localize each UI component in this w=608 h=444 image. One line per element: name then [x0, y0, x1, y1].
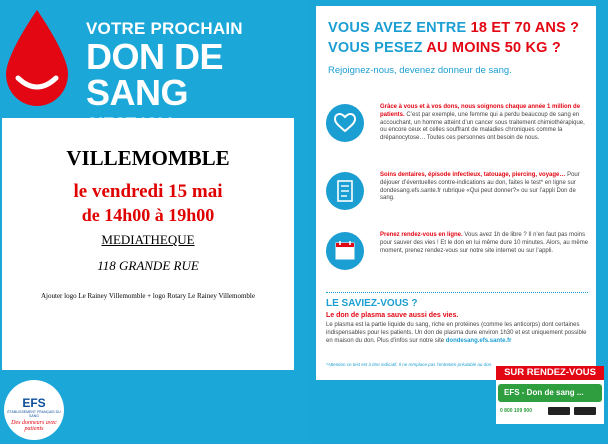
- join-text: Rejoignez-nous, devenez donneur de sang.: [328, 65, 512, 76]
- efs-logo-text: EFS: [22, 396, 46, 410]
- event-street: 118 GRANDE RUE: [97, 258, 199, 273]
- checklist-icon: [326, 172, 364, 210]
- weight-question: [328, 40, 561, 56]
- age-question: [328, 20, 579, 36]
- info-item-body: C’est par exemple, une femme qui a perdu beaucoup de sang en accouchant, un homme atteint d’un cancer sous traitement chimiothérapique, ou encore ceux et celles souffrant de maladies chroniques comme la drépanocytose… Toutes ces personnes ont besoin de nous.: [380, 111, 585, 142]
- event-card: [2, 118, 294, 370]
- info-item-body: Vous avez 1h de libre ? Il n’en faut pas moins pour sauver des vies ! Et le don en lui même dure 10 minutes. Alors, au même moment, prenez rendez-vous sur notre site internet ou sur l’appli.: [380, 232, 589, 254]
- info-item-bold: Soins dentaires, épisode infectieux, tatouage, piercing, voyage…: [380, 172, 566, 178]
- event-note: Ajouter logo Le Rainey Villemomble + logo Rotary Le Rainey Villemomble: [41, 292, 255, 300]
- info-item-text: [380, 172, 590, 203]
- phone-number: 0 800 109 900: [500, 408, 532, 414]
- info-sheet: [316, 6, 596, 380]
- google-play-icon[interactable]: [574, 407, 596, 415]
- appointment-banner: SUR RENDEZ-VOUS: [496, 366, 604, 380]
- calendar-icon: [326, 232, 364, 270]
- info-item-bold: Grâce à vous et à vos dons, nous soignons chaque année 1 million de patients.: [380, 104, 581, 118]
- efs-tagline: Des donneurs avec patients: [11, 420, 57, 432]
- saviez-text: [326, 322, 588, 345]
- event-time: de 14h00 à 19h00: [81, 205, 215, 225]
- blood-drop-logo-icon: [2, 8, 72, 108]
- headline-line2: DON DE SANG: [86, 36, 224, 113]
- saviez-subtitle: Le don de plasma sauve aussi des vies.: [326, 312, 459, 319]
- app-name[interactable]: EFS - Don de sang ...: [498, 384, 602, 402]
- event-venue: MEDIATHEQUE: [101, 232, 195, 247]
- saviez-body: Le plasma est la partie liquide du sang, riche en protéines (comme les anticorps) dont certaines indispensables pour les patients. Un don de plasma dure environ 1h30 et est uniquement possible en maison du don. Plus d’infos sur notre site: [326, 322, 587, 344]
- headline-line1: VOTRE PROCHAIN: [86, 19, 243, 38]
- divider: [326, 292, 588, 293]
- weight-question-prefix: VOUS PESEZ: [328, 40, 427, 56]
- heart-hands-icon: [326, 104, 364, 142]
- event-city: VILLEMOMBLE: [66, 146, 230, 170]
- info-item-text: [380, 104, 590, 143]
- saviez-link[interactable]: dondesang.efs.sante.fr: [445, 337, 512, 344]
- right-panel: [306, 0, 608, 444]
- event-date: le vendredi 15 mai: [73, 181, 223, 202]
- age-question-prefix: VOUS AVEZ ENTRE: [328, 20, 471, 36]
- app-promo: [496, 380, 604, 424]
- footnote: *Attention ce test est à titre indicatif. Il ne remplace pas l’entretien préalable au don.: [326, 362, 493, 367]
- app-store-icon[interactable]: [548, 407, 570, 415]
- efs-subtitle: ÉTABLISSEMENT FRANÇAIS DU SANG: [7, 410, 61, 418]
- weight-question-highlight: AU MOINS 50 KG ?: [426, 40, 561, 56]
- info-item-text: [380, 232, 590, 255]
- info-item-bold: Prenez rendez-vous en ligne.: [380, 232, 463, 238]
- age-question-highlight: 18 ET 70 ANS ?: [470, 20, 580, 36]
- saviez-title: LE SAVIEZ-VOUS ?: [326, 298, 418, 309]
- headline: [86, 20, 306, 132]
- info-item-body: Pour déjouer d’éventuelles contre-indications au don, faites le test* en ligne sur dondesang.efs.sante.fr rubrique «Qui peut donner?» ou sur l’appli Don de sang.: [380, 172, 580, 202]
- efs-logo: [4, 380, 64, 440]
